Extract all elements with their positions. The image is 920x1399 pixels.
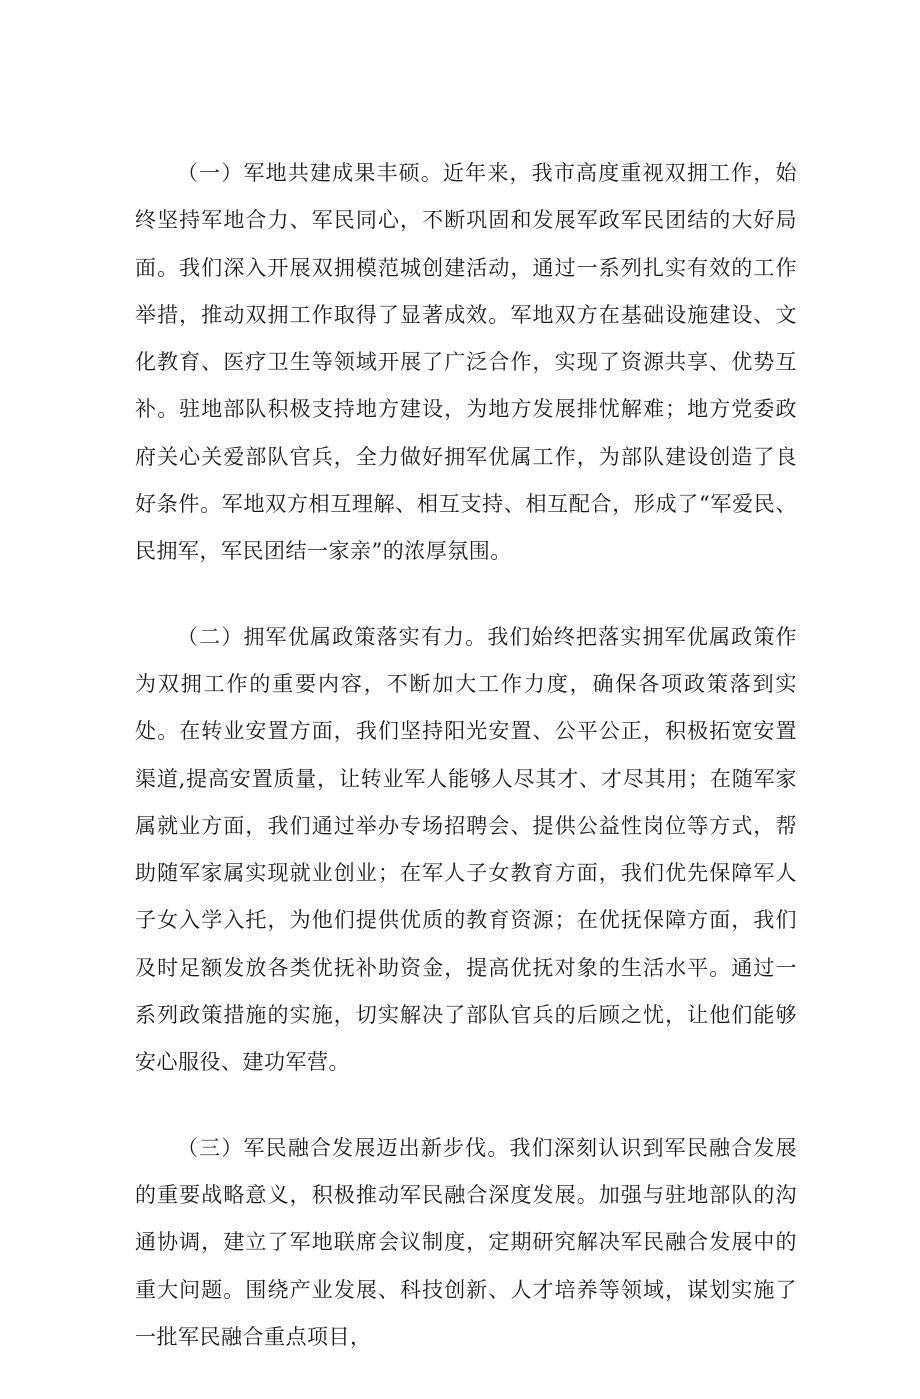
paragraph-1: （一）军地共建成果丰硕。近年来，我市高度重视双拥工作，始终坚持军地合力、军民同心，不断巩固和发展军政军民团结的大好局面。我们深入开展双拥模范城创建活动，通过一系列扎实有效的工作举措，推动双拥工作取得了显著成效。军地双方在基础设施建设、文化教育、医疗卫生等领域开展了广泛合作，实现了资源共享、优势互补。驻地部队积极支持地方建设，为地方发展排忧解难；地方党委政府关心关爱部队官兵，全力做好拥军优属工作，为部队建设创造了良好条件。军地双方相互理解、相互支持、相互配合，形成了“军爱民、民拥军，军民团结一家亲”的浓厚氛围。 xyxy=(135,161,797,564)
paragraph-2: （二）拥军优属政策落实有力。我们始终把落实拥军优属政策作为双拥工作的重要内容，不断加大工作力度，确保各项政策落到实处。在转业安置方面，我们坚持阳光安置、公平公正，积极拓宽安置渠道,提高安置质量，让转业军人能够人尽其才、才尽其用；在随军家属就业方面，我们通过举办专场招聘会、提供公益性岗位等方式，帮助随军家属实现就业创业；在军人子女教育方面，我们优先保障军人子女入学入托，为他们提供优质的教育资源；在优抚保障方面，我们及时足额发放各类优抚补助资金，提高优抚对象的生活水平。通过一系列政策措施的实施，切实解决了部队官兵的后顾之忧，让他们能够安心服役、建功军营。 xyxy=(135,624,797,1075)
document-body xyxy=(135,150,797,1399)
paragraph-3: （三）军民融合发展迈出新步伐。我们深刻认识到军民融合发展的重要战略意义，积极推动军民融合深度发展。加强与驻地部队的沟通协调，建立了军地联席会议制度，定期研究解决军民融合发展中的重大问题。围绕产业发展、科技创新、人才培养等领域，谋划实施了一批军民融合重点项目， xyxy=(135,1135,797,1349)
